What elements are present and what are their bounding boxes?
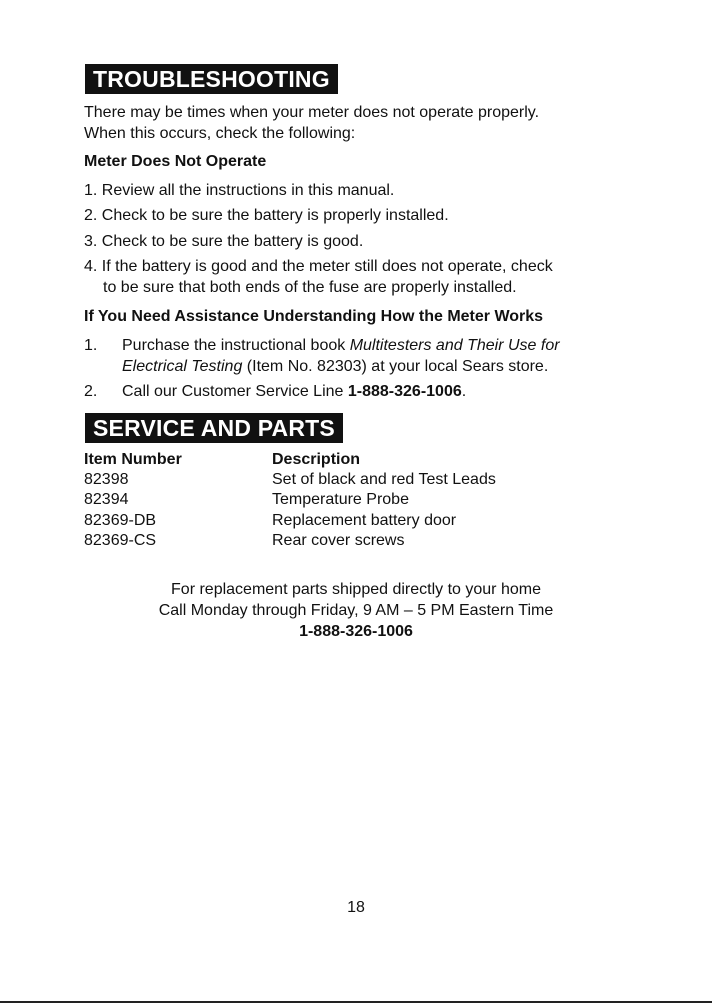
- subheading-meter-not-operate: Meter Does Not Operate: [84, 153, 267, 170]
- assist-line-3: [122, 382, 466, 402]
- assist-line-1-text: Purchase the instructional book: [122, 337, 350, 354]
- table-cell-item: 82394: [84, 491, 129, 508]
- service-phone: 1-888-326-1006: [299, 623, 413, 640]
- replacement-note-line-1: For replacement parts shipped directly to your home: [171, 581, 541, 598]
- table-cell-desc: Replacement battery door: [272, 512, 457, 529]
- assist-number-2: 2.: [84, 383, 98, 400]
- replacement-note-line-2: Call Monday through Friday, 9 AM – 5 PM Eastern Time: [158, 602, 554, 619]
- list-item: 1. Review all the instructions in this manual.: [84, 182, 395, 199]
- intro-line-1: There may be times when your meter does not operate properly.: [84, 104, 540, 121]
- list-item: 3. Check to be sure the battery is good.: [84, 233, 364, 250]
- intro-line-2: When this occurs, check the following:: [84, 125, 356, 142]
- list-item: 2. Check to be sure the battery is properly installed.: [84, 207, 449, 224]
- assist-number-1: 1.: [84, 337, 98, 354]
- service-parts-heading: SERVICE AND PARTS: [85, 413, 343, 443]
- table-cell-desc: Temperature Probe: [272, 491, 409, 508]
- assist-line-2: [122, 357, 548, 377]
- book-title-part-1: Multitesters and Their Use for: [349, 337, 560, 354]
- table-cell-item: 82398: [84, 471, 129, 488]
- table-cell-item: 82369-DB: [84, 512, 157, 529]
- list-item-continuation: to be sure that both ends of the fuse are properly installed.: [103, 279, 517, 296]
- assist-line-2-text: (Item No. 82303) at your local Sears store.: [242, 358, 549, 375]
- troubleshooting-heading: TROUBLESHOOTING: [85, 64, 338, 94]
- subheading-assistance: If You Need Assistance Understanding How the Meter Works: [84, 308, 544, 325]
- book-title-part-2: Electrical Testing: [122, 358, 243, 375]
- table-cell-desc: Rear cover screws: [272, 532, 405, 549]
- assist-line-3-end: .: [461, 383, 467, 400]
- page-bottom-rule: [0, 1001, 712, 1003]
- list-item: 4. If the battery is good and the meter still does not operate, check: [84, 258, 553, 275]
- column-header-description: Description: [272, 451, 361, 468]
- table-cell-desc: Set of black and red Test Leads: [272, 471, 496, 488]
- customer-service-phone: 1-888-326-1006: [347, 383, 462, 400]
- assist-line-3-text: Call our Customer Service Line: [122, 383, 348, 400]
- table-cell-item: 82369-CS: [84, 532, 157, 549]
- page-number: 18: [347, 899, 365, 916]
- assist-line-1: [122, 336, 560, 356]
- column-header-item-number: Item Number: [84, 451, 182, 468]
